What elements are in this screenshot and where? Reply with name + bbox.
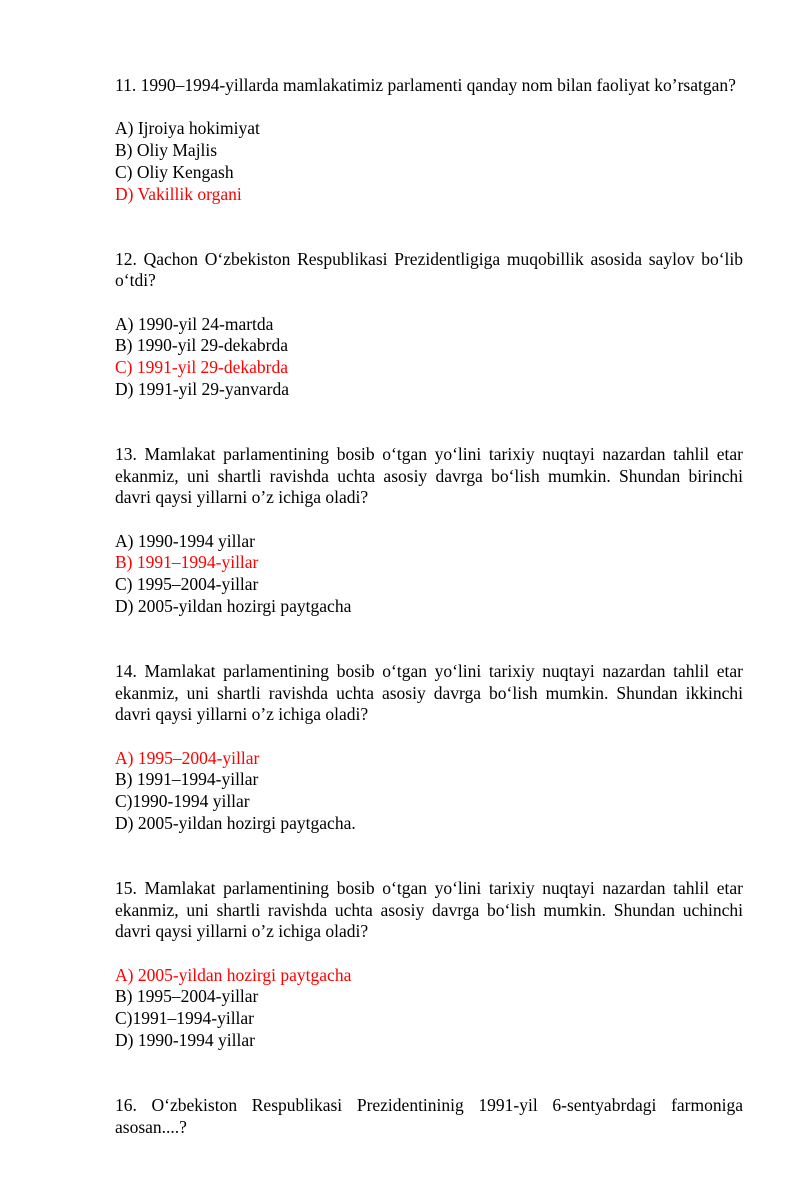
question-text: 15. Mamlakat parlamentining bosib o‘tgan yo‘lini tarixiy nuqtayi nazardan tahlil etar ekanmiz, uni shartli ravishda uchta asosiy davrga bo‘lish mumkin. Shundan uchinchi davri qaysi yillarni o’z ichiga oladi? [115,877,743,942]
option-a-correct: A) 1995–2004-yillar [115,747,260,768]
option-b: B) Oliy Majlis [115,140,218,161]
option-a: A) Ijroiya hokimiyat [115,118,260,139]
question-text: 13. Mamlakat parlamentining bosib o‘tgan yo‘lini tarixiy nuqtayi nazardan tahlil etar ekanmiz, uni shartli ravishda uchta asosiy davrga bo‘lish mumkin. Shundan birinchi davri qaysi yillarni o’z ichiga oladi? [115,443,743,508]
question-12 [115,249,743,401]
option-c: C)1991–1994-yillar [115,1008,255,1029]
question-text: 16. O‘zbekiston Respublikasi Prezidentininig 1991-yil 6-sentyabrdagi farmoniga asosan....? [115,1094,743,1137]
question-16 [115,1095,743,1138]
option-a: A) 1990-1994 yillar [115,530,255,551]
option-d-correct: D) Vakillik organi [115,183,242,204]
option-c: C) Oliy Kengash [115,161,234,182]
option-a-correct: A) 2005-yildan hozirgi paytgacha [115,964,352,985]
question-text: 11. 1990–1994-yillarda mamlakatimiz parlamenti qanday nom bilan faoliyat ko’rsatgan? [115,75,736,95]
question-text: 12. Qachon O‘zbekiston Respublikasi Prezidentligiga muqobillik asosida saylov bo‘lib o‘tdi? [115,248,743,291]
question-11 [115,75,743,205]
option-d: D) 1990-1994 yillar [115,1029,255,1050]
option-c-correct: C) 1991-yil 29-dekabrda [115,357,289,378]
option-d: D) 2005-yildan hozirgi paytgacha [115,595,352,616]
option-d: D) 1991-yil 29-yanvarda [115,378,289,399]
option-b: B) 1990-yil 29-dekabrda [115,335,289,356]
document-page [115,75,743,1182]
option-b-correct: B) 1991–1994-yillar [115,552,259,573]
option-a: A) 1990-yil 24-martda [115,313,274,334]
option-b: B) 1995–2004-yillar [115,986,259,1007]
question-14 [115,661,743,835]
option-c: C) 1995–2004-yillar [115,574,259,595]
option-d: D) 2005-yildan hozirgi paytgacha. [115,812,356,833]
question-text: 14. Mamlakat parlamentining bosib o‘tgan yo‘lini tarixiy nuqtayi nazardan tahlil etar ekanmiz, uni shartli ravishda uchta asosiy davrga bo‘lish mumkin. Shundan ikkinchi davri qaysi yillarni o’z ichiga oladi? [115,660,743,725]
option-b: B) 1991–1994-yillar [115,769,259,790]
question-13 [115,444,743,618]
option-c: C)1990-1994 yillar [115,791,250,812]
question-15 [115,878,743,1052]
